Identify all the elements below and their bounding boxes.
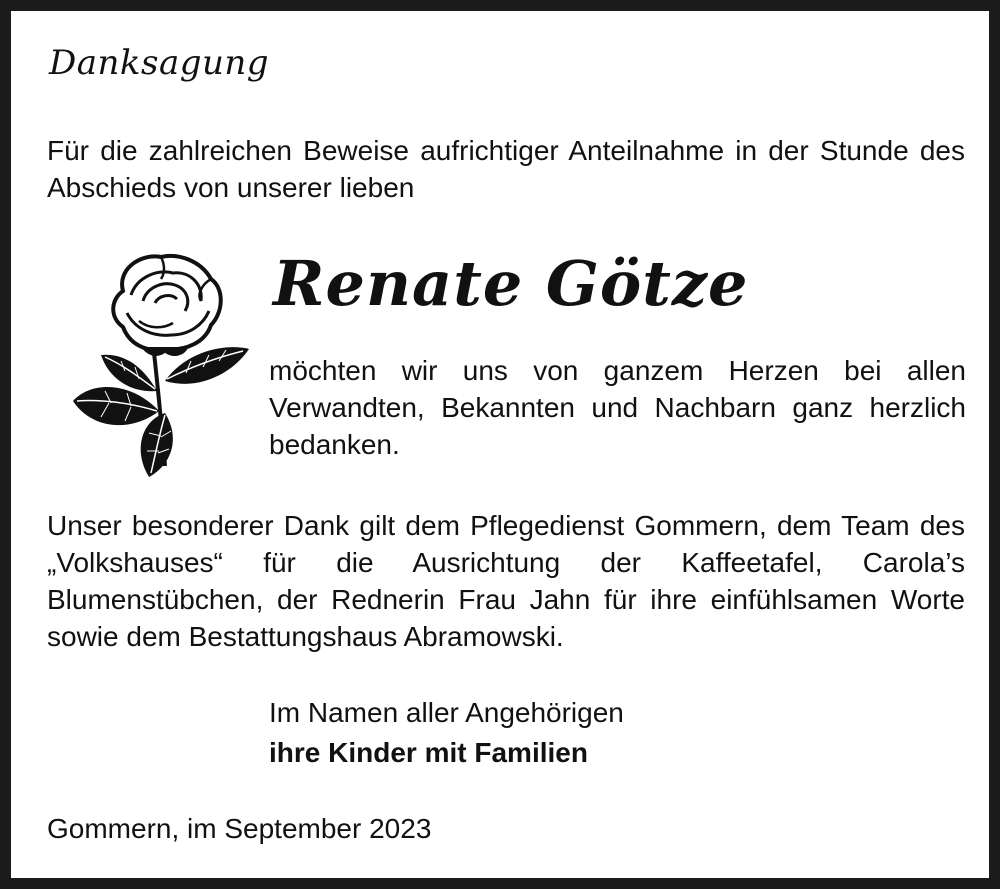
- deceased-name: Renate Götze: [273, 247, 749, 320]
- intro-text: Für die zahlreichen Beweise aufrichtiger Anteilnahme in der Stunde des Abschieds von unserer lieben: [47, 135, 965, 203]
- signature-line-2: ihre Kinder mit Familien: [269, 737, 588, 768]
- signature-line-1: Im Namen aller Angehörigen: [269, 697, 624, 728]
- rose-icon: [61, 251, 256, 481]
- special-thanks-text: Unser besonderer Dank gilt dem Pflegedienst Gommern, dem Team des „Volkshauses“ für die Ausrichtung der Kaffeetafel, Carola’s Blumenstübchen, der Rednerin Frau Jahn für ihre einfühlsamen Worte sowie dem Bestattungshaus Abramowski.: [47, 510, 965, 652]
- thanks-text: möchten wir uns von ganzem Herzen bei allen Verwandten, Bekannten und Nachbarn ganz herzlich bedanken.: [269, 355, 966, 460]
- dateline: Gommern, im September 2023: [47, 813, 432, 844]
- heading: Danksagung: [49, 43, 270, 83]
